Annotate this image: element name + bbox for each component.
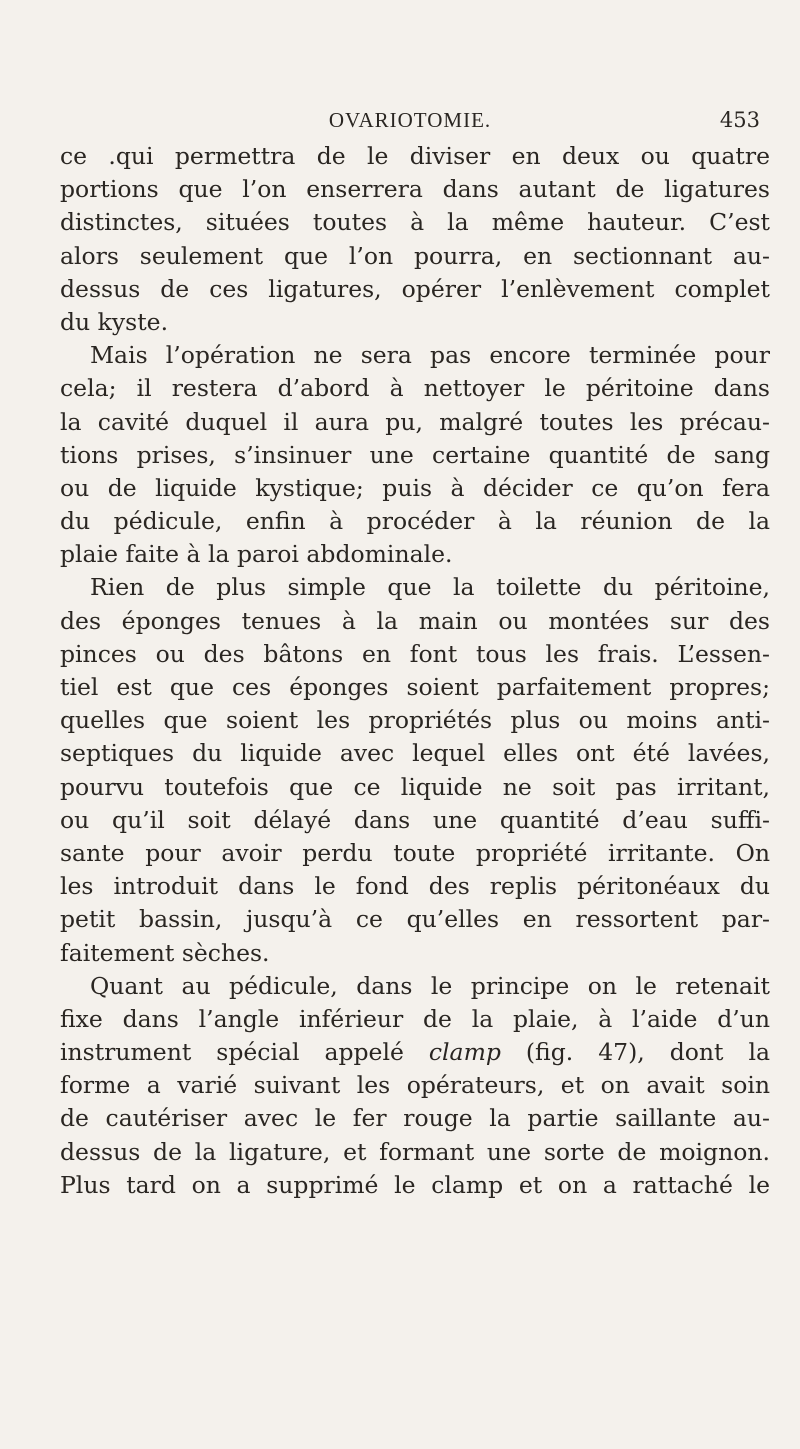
text-line: faitement sèches. — [60, 938, 270, 967]
text-segment: instrument spécial appelé — [60, 1038, 404, 1067]
text-line: tions prises, s’insinuer une certaine quantité de sang — [60, 440, 770, 469]
text-line: alors seulement que l’on pourra, en sectionnant au- — [60, 241, 770, 270]
running-title: OVARIOTOMIE. — [328, 108, 492, 132]
paragraph-start-line: Rien de plus simple que la toilette du péritoine, — [90, 573, 770, 602]
text-line: de cautériser avec le fer rouge la partie saillante au- — [60, 1104, 770, 1133]
text-line: des éponges tenues à la main ou montées sur des — [60, 606, 770, 635]
text-line — [60, 1036, 770, 1069]
text-line: ou de liquide kystique; puis à décider ce qu’on fera — [60, 473, 770, 502]
text-line: quelles que soient les propriétés plus ou moins anti- — [60, 706, 770, 735]
text-line: ce .qui permettra de le diviser en deux ou quatre — [60, 142, 770, 170]
text-line: la cavité duquel il aura pu, malgré toutes les précau- — [60, 407, 770, 436]
text-line: septiques du liquide avec lequel elles ont été lavées, — [60, 739, 770, 768]
text-line: cela; il restera d’abord à nettoyer le péritoine dans — [60, 374, 770, 403]
text-line: fixe dans l’angle inférieur de la plaie, à l’aide d’un — [60, 1004, 770, 1033]
paragraph-start-line: Quant au pédicule, dans le principe on le retenait — [90, 971, 770, 1000]
text-line: tiel est que ces éponges soient parfaitement propres; — [60, 673, 770, 701]
text-line: pourvu toutefois que ce liquide ne soit pas irritant, — [60, 772, 770, 801]
body-text — [60, 140, 770, 1202]
text-line: du kyste. — [60, 307, 169, 336]
text-line: portions que l’on enserrera dans autant de ligatures — [60, 175, 770, 204]
text-line: petit bassin, jusqu’à ce qu’elles en ressortent par- — [60, 905, 770, 934]
text-line: Plus tard on a supprimé le clamp et on a rattaché le — [60, 1170, 770, 1199]
text-line: ou qu’il soit délayé dans une quantité d’eau suffi- — [60, 805, 770, 834]
text-line: sante pour avoir perdu toute propriété irritante. On — [60, 838, 770, 867]
text-line: du pédicule, enfin à procéder à la réunion de la — [60, 507, 770, 536]
text-line: distinctes, situées toutes à la même hauteur. C’est — [60, 208, 770, 237]
text-line: plaie faite à la paroi abdominale. — [60, 540, 453, 569]
page-number: 453 — [719, 108, 760, 132]
text-segment: (fig. 47), dont la — [525, 1038, 770, 1067]
text-line: forme a varié suivant les opérateurs, et on avait soin — [60, 1071, 770, 1100]
page-header — [60, 108, 760, 138]
text-line: les introduit dans le fond des replis péritonéaux du — [60, 872, 770, 901]
text-line: dessus de ces ligatures, opérer l’enlèvement complet — [60, 274, 770, 303]
text-line: dessus de la ligature, et formant une sorte de moignon. — [60, 1137, 770, 1166]
paragraph-start-line: Mais l’opération ne sera pas encore terminée pour — [90, 341, 770, 370]
italic-term: clamp — [428, 1038, 501, 1067]
text-line: pinces ou des bâtons en font tous les frais. L’essen- — [60, 639, 770, 668]
